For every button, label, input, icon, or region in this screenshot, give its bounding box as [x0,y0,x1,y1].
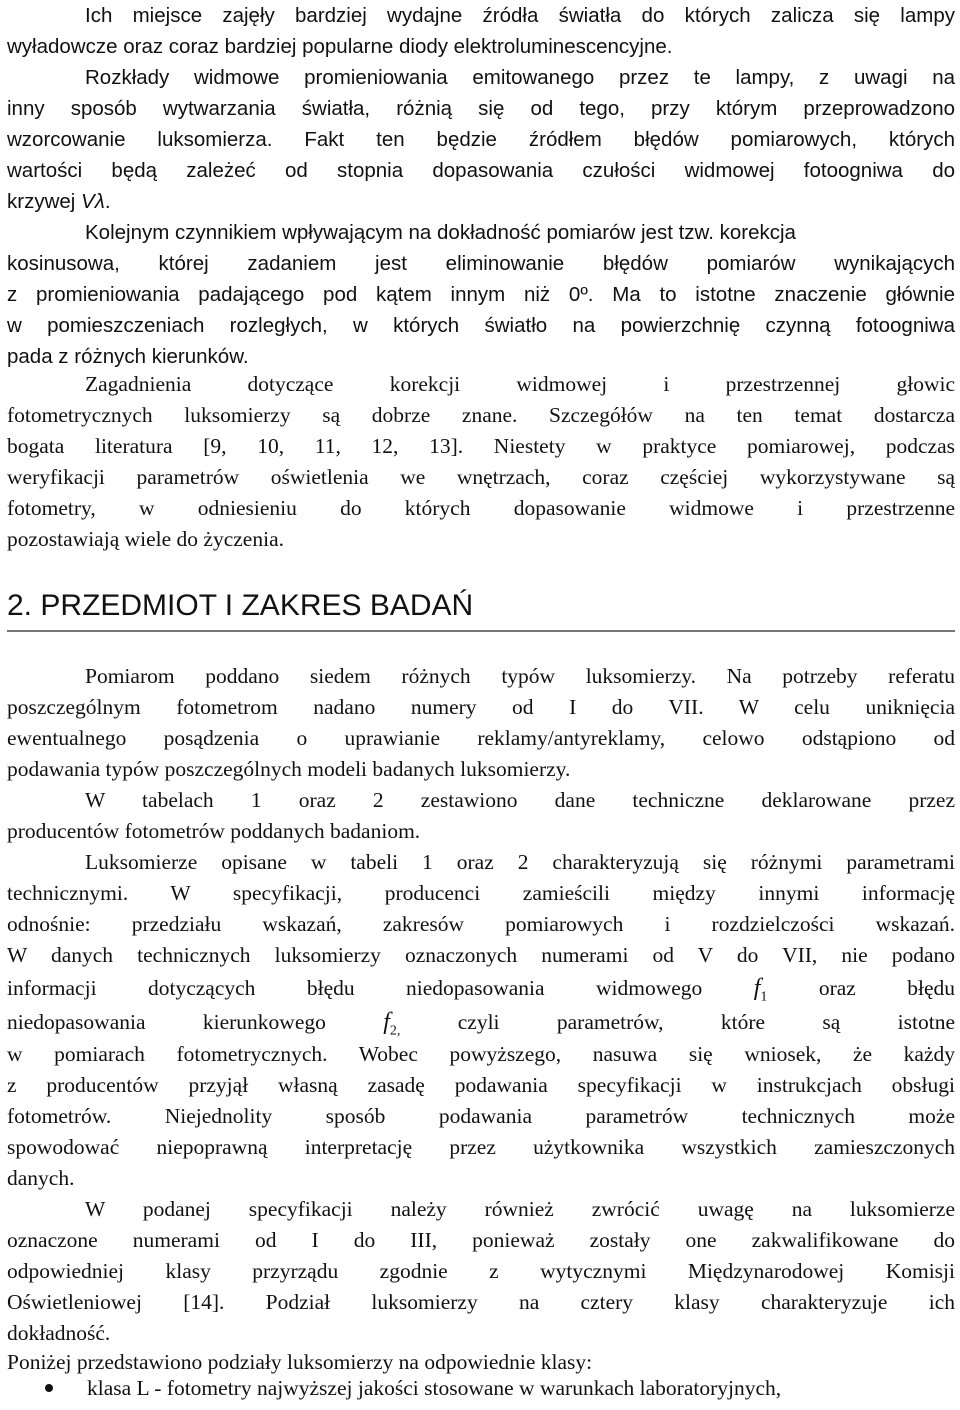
text-line: w pomieszczeniach rozległych, w których światło na powierzchnię czynną fotoogniwa [7,314,955,337]
text-line [7,973,955,1004]
text-run: niedopasowania kierunkowego [7,1010,326,1034]
text-line: odnośnie: przedziału wskazań, zakresów pomiarowych i rozdzielczości wskazań. [7,912,955,936]
text-line [7,1007,955,1038]
f1-symbol [753,975,768,1004]
text-line: producentów fotometrów poddanych badaniom. [7,819,421,843]
text-line: spowodować niepoprawną interpretację przez użytkownika wszystkich zamieszczonych [7,1135,955,1159]
text-line: z promieniowania padającego pod kątem innym niż 0º. Ma to istotne znaczenie głównie [7,283,955,306]
v-lambda-symbol: Vλ [81,190,105,213]
text-line: dokładność. [7,1321,111,1345]
text-run: informacji dotyczących błędu niedopasowania widmowego [7,976,703,1000]
text-line: w pomiarach fotometrycznych. Wobec powyższego, nasuwa się wniosek, że każdy [7,1042,955,1066]
text-line: fotometrycznych luksomierzy są dobrze znane. Szczegółów na ten temat dostarcza [7,403,955,427]
text-line: poszczególnym fotometrom nadano numery od I do VII. W celu uniknięcia [7,695,955,719]
text-line: inny sposób wytwarzania światła, różnią się od tego, przy którym przeprowadzono [7,97,955,120]
text-line: kosinusowa, której zadaniem jest eliminowanie błędów pomiarów wynikających [7,252,955,275]
text-run: oraz błędu [818,976,955,1000]
text-line: pozostawiają wiele do życzenia. [7,527,284,551]
text-line: wyładowcze oraz coraz bardziej popularne diody elektroluminescencyjne. [7,35,673,58]
text-line: odpowiedniej klasy przyrządu zgodnie z wytycznymi Międzynarodowej Komisji [7,1259,955,1283]
text-line: pada z różnych kierunków. [7,345,249,368]
text-line: danych. [7,1166,75,1190]
text-line: wzorcowanie luksomierza. Fakt ten będzie źródłem błędów pomiarowych, których [7,128,955,151]
f-italic: f [383,1009,390,1035]
text-line: ewentualnego posądzenia o uprawianie reklamy/antyreklamy, celowo odstąpiono od [7,726,955,750]
text-line: Ich miejsce zajęły bardziej wydajne źródła światła do których zalicza się lampy [85,4,955,27]
bullet-icon [45,1384,53,1392]
text-line: fotometrów. Niejednolity sposób podawania parametrów technicznych może [7,1104,955,1128]
text-run: krzywej [7,190,82,213]
text-line: Poniżej przedstawiono podziały luksomierzy na odpowiednie klasy: [7,1350,593,1374]
text-line: Pomiarom poddano siedem różnych typów luksomierzy. Na potrzeby referatu [85,664,955,688]
section-heading-text: 2. PRZEDMIOT I ZAKRES BADAŃ [7,589,474,622]
text-run: . [104,190,111,213]
text-line: bogata literatura [9, 10, 11, 12, 13]. Niestety w praktyce pomiarowej, podczas [7,434,955,458]
text-line: Kolejnym czynnikiem wpływającym na dokładność pomiarów jest tzw. korekcja [85,221,796,244]
text-line: fotometry, w odniesieniu do których dopasowanie widmowe i przestrzenne [7,496,955,520]
f-italic: f [753,975,761,1001]
text-line: Rozkłady widmowe promieniowania emitowanego przez te lampy, z uwagi na [85,66,955,89]
text-line: wartości będą zależeć od stopnia dopasowania czułości widmowej fotoogniwa do [7,159,955,182]
text-line: W danych technicznych luksomierzy oznaczonych numerami od V do VII, nie podano [7,943,955,967]
subscript: 1 [760,989,768,1004]
text-line [7,186,955,217]
text-run: czyli parametrów, które są istotne [457,1010,955,1034]
text-line: W tabelach 1 oraz 2 zestawiono dane techniczne deklarowane przez [85,788,955,812]
text-line: W podanej specyfikacji należy również zwrócić uwagę na luksomierze [85,1197,955,1221]
subscript: 2, [389,1023,401,1038]
text-line: Oświetleniowej [14]. Podział luksomierzy na cztery klasy charakteryzuje ich [7,1290,955,1314]
text-line: technicznymi. W specyfikacji, producenci zamieścili między innymi informację [7,881,955,905]
text-line: z producentów przyjął własną zasadę podawania specyfikacji w instrukcjach obsługi [7,1073,955,1097]
text-line: oznaczone numerami od I do III, ponieważ zostały one zakwalifikowane do [7,1228,955,1252]
list-item: klasa L - fotometry najwyższej jakości stosowane w warunkach laboratoryjnych, [87,1376,782,1400]
text-line: weryfikacji parametrów oświetlenia we wnętrzach, coraz częściej wykorzystywane są [7,465,955,489]
section-heading [7,582,955,632]
f2-symbol [383,1009,401,1038]
text-line: podawania typów poszczególnych modeli badanych luksomierzy. [7,757,571,781]
text-line: Luksomierze opisane w tabeli 1 oraz 2 charakteryzują się różnymi parametrami [85,850,955,874]
text-line: Zagadnienia dotyczące korekcji widmowej i przestrzennej głowic [85,372,955,396]
